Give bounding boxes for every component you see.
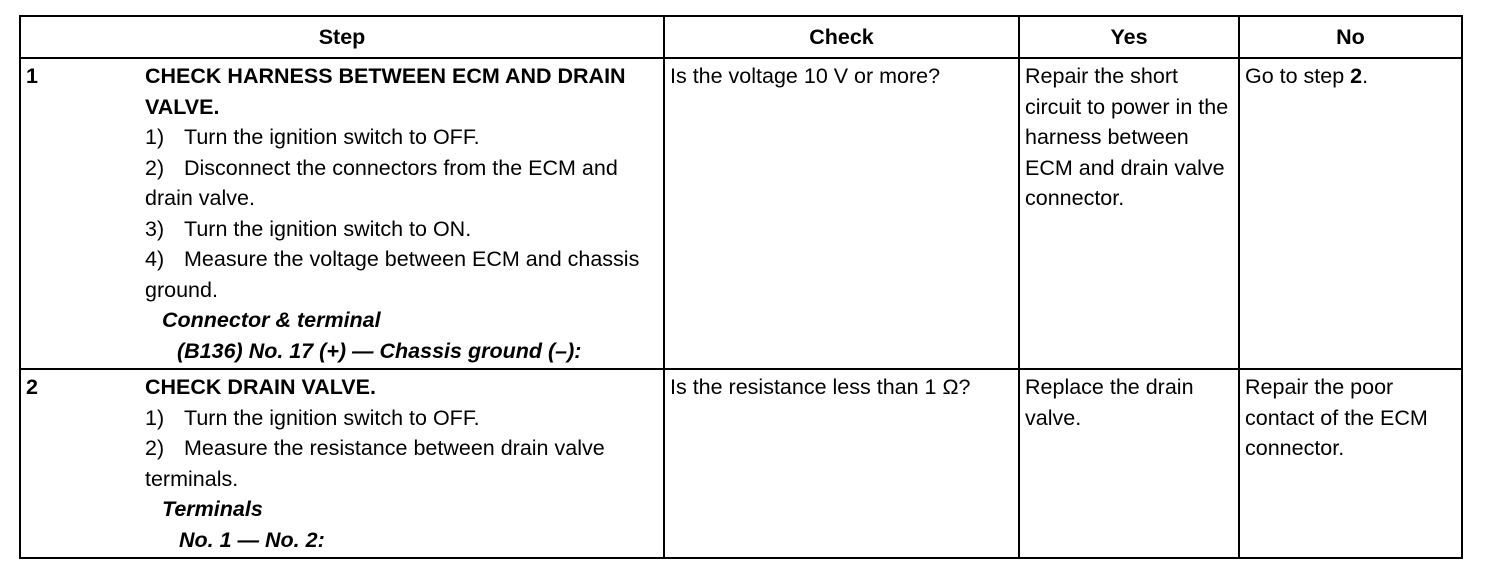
spec-label: Terminals (162, 497, 263, 521)
instruction: 4) Measure the voltage between ECM and chassis ground. (145, 247, 640, 302)
yes-cell: Repair the short circuit to power in the harness between ECM and drain valve connector. (1019, 58, 1239, 369)
step-reference: 2 (1350, 64, 1363, 88)
no-cell: Repair the poor contact of the ECM connector. (1239, 369, 1462, 558)
header-yes: Yes (1019, 16, 1239, 58)
instruction: 2) Disconnect the connectors from the ECM and drain valve. (145, 155, 618, 210)
instruction: 1) Turn the ignition switch to OFF. (145, 405, 480, 430)
no-cell: Go to step 2. (1239, 58, 1462, 369)
step-title: CHECK HARNESS BETWEEN ECM AND DRAIN VALVE. (145, 64, 626, 119)
header-no: No (1239, 16, 1462, 58)
step-cell (140, 369, 664, 558)
header-check: Check (664, 16, 1019, 58)
spec-value: No. 1 — No. 2: (179, 527, 325, 552)
step-title: CHECK DRAIN VALVE. (145, 375, 376, 399)
step-number: 2 (20, 369, 140, 558)
yes-cell: Replace the drain valve. (1019, 369, 1239, 558)
instruction: 2) Measure the resistance between drain valve terminals. (145, 436, 605, 491)
table-row (20, 58, 1462, 369)
check-cell: Is the resistance less than 1 Ω? (664, 369, 1019, 558)
instruction: 1) Turn the ignition switch to OFF. (145, 125, 480, 149)
instruction: 3) Turn the ignition switch to ON. (145, 216, 472, 241)
spec-value: (B136) No. 17 (+) — Chassis ground (–): (177, 338, 582, 363)
diagnostic-table (19, 15, 1463, 559)
table-header-row (20, 16, 1462, 58)
spec-label: Connector & terminal (162, 308, 381, 332)
step-cell (140, 58, 664, 369)
table-row (20, 369, 1462, 558)
check-cell: Is the voltage 10 V or more? (664, 58, 1019, 369)
step-number: 1 (20, 58, 140, 369)
header-step: Step (20, 16, 664, 58)
